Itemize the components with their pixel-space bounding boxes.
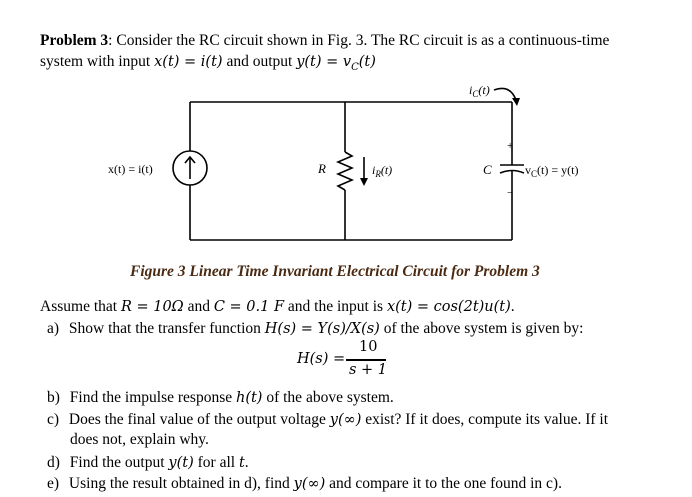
transfer-function-lhs: H(s) = bbox=[297, 351, 346, 367]
plus-sign: + bbox=[507, 140, 514, 152]
figure-caption: Figure 3 Linear Time Invariant Electrical Circuit for Problem 3 bbox=[130, 263, 540, 280]
part-d-text: Find the output bbox=[69, 454, 169, 471]
part-e-text: Using the result obtained in d), find bbox=[68, 475, 294, 492]
output-signal: y(t) bbox=[168, 455, 194, 471]
problem-heading-colon: : bbox=[108, 32, 113, 49]
final-value: y(∞) bbox=[329, 412, 362, 428]
part-c bbox=[47, 410, 608, 430]
assume-and: and bbox=[183, 298, 214, 315]
ic-arrowhead bbox=[512, 98, 520, 106]
fraction-bar bbox=[346, 359, 386, 361]
output-tail: (t) bbox=[358, 54, 376, 70]
assume-end: . bbox=[510, 298, 515, 315]
output-equation: y(t) = v bbox=[296, 54, 352, 70]
input-equation: x(t) = i(t) bbox=[154, 54, 223, 70]
minus-sign: − bbox=[507, 187, 514, 199]
output-subscript: C bbox=[351, 62, 359, 74]
intro-line2-text: system with input bbox=[40, 53, 155, 70]
assume-text: Assume that bbox=[40, 298, 121, 315]
part-e-label: e) bbox=[47, 475, 60, 492]
part-c-line2: does not, explain why. bbox=[70, 431, 209, 448]
final-value-e: y(∞) bbox=[293, 476, 326, 492]
input-signal: x(t) = cos(2t)u(t) bbox=[386, 299, 511, 315]
part-e-post: and compare it to the one found in c). bbox=[325, 475, 562, 492]
part-d-label: d) bbox=[47, 454, 60, 471]
part-d-mid: for all bbox=[193, 454, 239, 471]
resistance-value: R = 10Ω bbox=[120, 299, 184, 315]
ir-arrowhead bbox=[360, 178, 368, 186]
capacitance-value: C = 0.1 F bbox=[213, 299, 285, 315]
part-a-text: Show that the transfer function bbox=[68, 320, 265, 337]
part-c-post: exist? If it does, compute its value. If it bbox=[361, 411, 609, 428]
part-d-end: . bbox=[244, 454, 249, 471]
resistor-label: R bbox=[318, 161, 326, 176]
part-b-text: Find the impulse response bbox=[69, 389, 236, 406]
impulse-response: h(t) bbox=[235, 390, 263, 406]
problem-heading: Problem 3 bbox=[40, 32, 109, 49]
intro-line2-mid: and output bbox=[222, 53, 297, 70]
part-b-label: b) bbox=[47, 389, 60, 406]
assume-mid: and the input is bbox=[284, 298, 387, 315]
transfer-function-numerator: 10 bbox=[359, 339, 378, 355]
part-c-label: c) bbox=[47, 411, 60, 428]
ic-label: $i_C(t)$ bbox=[469, 83, 490, 99]
part-d bbox=[47, 453, 249, 473]
part-c-text: Does the final value of the output voltage bbox=[68, 411, 330, 428]
part-a-label: a) bbox=[47, 320, 60, 337]
vc-label: $v_C(t) = y(t)$ bbox=[525, 163, 579, 179]
part-b-post: of the above system. bbox=[262, 389, 394, 406]
source-label: x(t) = i(t) bbox=[108, 162, 153, 176]
assumption-line bbox=[40, 297, 515, 317]
transfer-function-denominator: s + 1 bbox=[349, 362, 388, 378]
part-a-post: of the above system is given by: bbox=[379, 320, 584, 337]
part-e bbox=[47, 474, 562, 494]
resistor-symbol bbox=[338, 152, 352, 190]
part-b bbox=[47, 388, 394, 408]
ir-label: $i_R(t)$ bbox=[372, 163, 393, 179]
part-a bbox=[47, 319, 583, 339]
capacitor-label: C bbox=[483, 162, 492, 177]
time-variable: t bbox=[238, 455, 245, 471]
transfer-function-def: H(s) = Y(s)/X(s) bbox=[264, 321, 380, 337]
problem-intro-text: Consider the RC circuit shown in Fig. 3. The RC circuit is as a continuous-time bbox=[112, 32, 610, 49]
